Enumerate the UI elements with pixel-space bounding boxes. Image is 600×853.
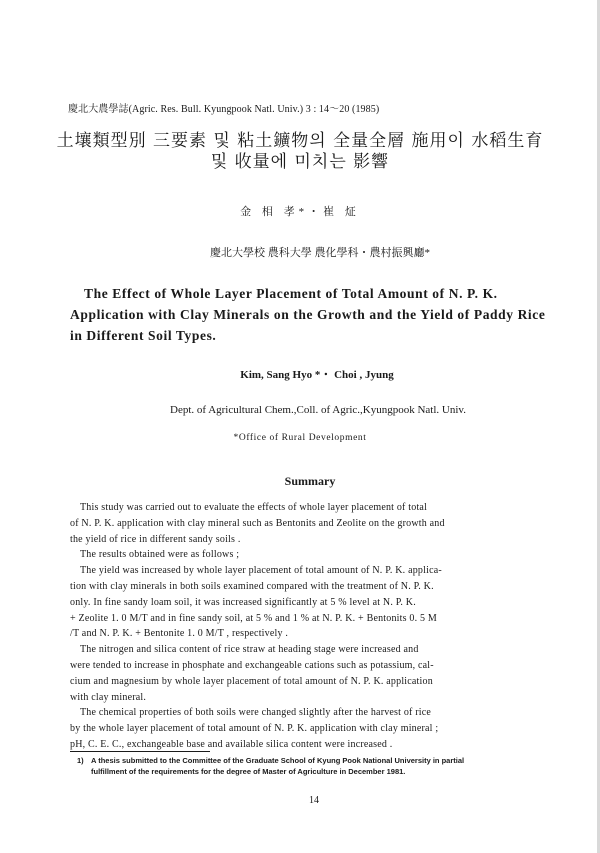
english-title-line-2: Application with Clay Minerals on the Growth and the Yield of Paddy Rice bbox=[70, 307, 546, 322]
office-affiliation: *Office of Rural Development bbox=[233, 433, 367, 443]
page-number: 14 bbox=[309, 795, 319, 806]
summary-line: were tended to increase in phosphate and exchangeable cations such as potassium, cal- bbox=[70, 659, 434, 671]
journal-citation: 慶北大農學誌(Agric. Res. Bull. Kyungpook Natl. Univ.) 3 : 14～20 (1985) bbox=[68, 104, 380, 115]
summary-line: The nitrogen and silica content of rice straw at heading stage were increased and bbox=[80, 644, 419, 656]
summary-line: The results obtained were as follows ; bbox=[80, 549, 240, 561]
summary-line: of N. P. K. application with clay mineral such as Bentonits and Zeolite on the growth and bbox=[70, 517, 445, 529]
footnote-divider bbox=[70, 751, 210, 752]
english-title-line-3: in Different Soil Types. bbox=[70, 328, 217, 343]
korean-title-line-1: 土壤類型別 三要素 및 粘土鑛物의 全量全層 施用이 水稻生育 bbox=[56, 131, 544, 151]
korean-title bbox=[0, 131, 600, 173]
korean-title-line-2: 및 收量에 미치는 影響 bbox=[210, 152, 390, 172]
summary-line: /T and N. P. K. + Bentonite 1. 0 M/T , respectively . bbox=[70, 628, 289, 640]
english-title bbox=[70, 283, 570, 346]
summary-line: This study was carried out to evaluate the effects of whole layer placement of total bbox=[80, 502, 428, 513]
korean-authors: 金 相 孝*・崔 炡 bbox=[240, 206, 360, 218]
summary-line: + Zeolite 1. 0 M/T and in fine sandy soil, at 5 % and 1 % at N. P. K. + Bentonits 0. 5 M bbox=[70, 612, 437, 624]
summary-line: only. In fine sandy loam soil, it was increased significantly at 5 % level at N. P. K. bbox=[70, 596, 416, 608]
footnote-line-2: fulfillment of the requirements for the degree of Master of Agriculture in December 1981. bbox=[91, 767, 406, 776]
summary-line: The chemical properties of both soils were changed slightly after the harvest of rice bbox=[80, 707, 432, 719]
summary-line: pH, C. E. C., exchangeable base and available silica content were increased . bbox=[70, 738, 393, 750]
english-title-line-1: The Effect of Whole Layer Placement of Total Amount of N. P. K. bbox=[84, 286, 498, 301]
summary-line: cium and magnesium by whole layer placement of total amount of N. P. K. application bbox=[70, 675, 433, 687]
english-authors: Kim, Sang Hyo *・ Choi , Jyung bbox=[240, 369, 394, 381]
summary-line: tion with clay minerals in both soils examined compared with the treatment of N. P. K. bbox=[70, 580, 434, 592]
summary-line: with clay mineral. bbox=[70, 691, 147, 703]
summary-body bbox=[70, 500, 560, 753]
korean-affiliation: 慶北大學校 農科大學 農化學科・農村振興廳* bbox=[210, 247, 430, 259]
summary-heading: Summary bbox=[284, 474, 336, 488]
footnote bbox=[77, 755, 567, 777]
footnote-marker: 1) bbox=[77, 756, 84, 765]
summary-line: the yield of rice in different sandy soils . bbox=[70, 533, 241, 545]
summary-line: The yield was increased by whole layer placement of total amount of N. P. K. applica- bbox=[80, 565, 442, 577]
summary-line: by the whole layer placement of total amount of N. P. K. application with clay mineral ; bbox=[70, 723, 439, 735]
footnote-line-1: A thesis submitted to the Committee of the Graduate School of Kyung Pook National University in partial bbox=[91, 756, 465, 765]
department-affiliation: Dept. of Agricultural Chem.,Coll. of Agric.,Kyungpook Natl. Univ. bbox=[170, 404, 466, 416]
